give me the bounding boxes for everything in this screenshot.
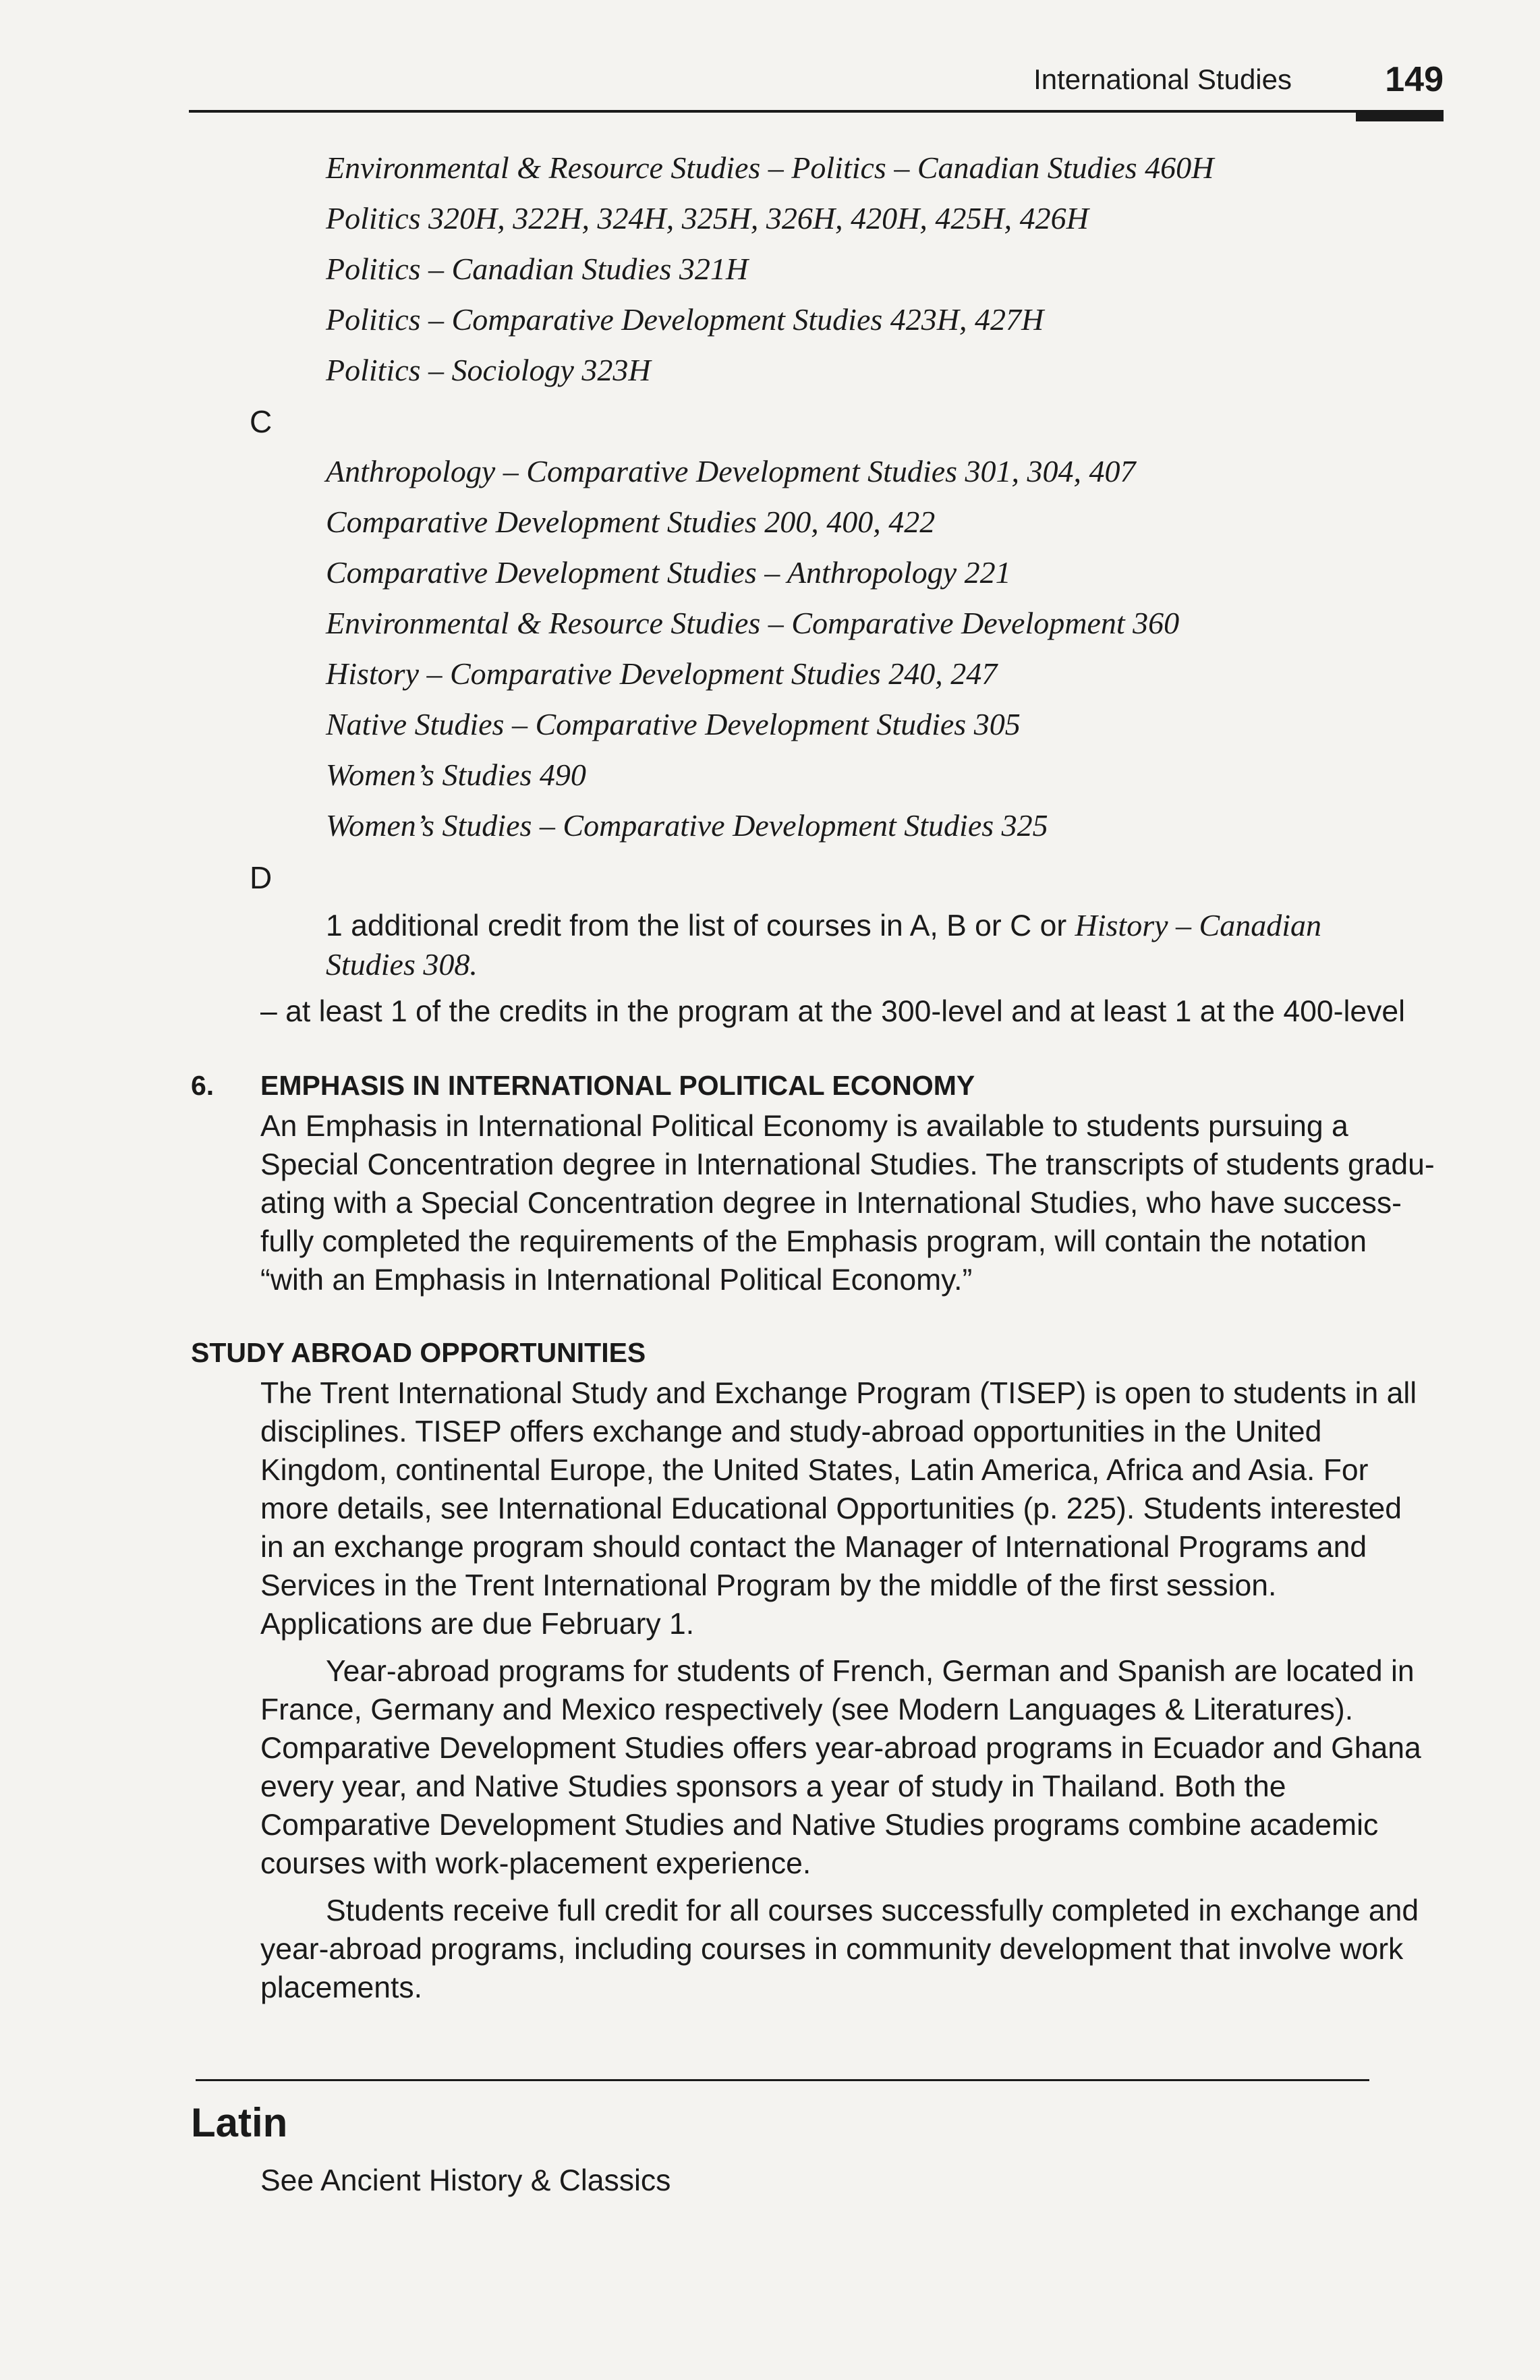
group-letter-c: C xyxy=(250,404,273,439)
section-heading: STUDY ABROAD OPPORTUNITIES xyxy=(191,1337,646,1368)
paragraph-line: Services in the Trent International Program by the middle of the first session. xyxy=(260,1569,1277,1602)
list-item: Anthropology – Comparative Development Studies 301, 304, 407 xyxy=(326,454,1136,488)
d-text-italic: History – Canadian xyxy=(1075,908,1321,942)
header-rule xyxy=(189,110,1444,113)
paragraph-line: Comparative Development Studies and Native Studies programs combine academic xyxy=(260,1809,1379,1842)
list-item: Women’s Studies 490 xyxy=(326,758,586,792)
list-item: Politics 320H, 322H, 324H, 325H, 326H, 420H, 425H, 426H xyxy=(326,201,1089,235)
paragraph-line: more details, see International Educational Opportunities (p. 225). Students interested xyxy=(260,1492,1402,1525)
paragraph-line: Year-abroad programs for students of French, German and Spanish are located in xyxy=(326,1655,1415,1688)
page-number: 149 xyxy=(1385,60,1444,99)
group-letter-d: D xyxy=(250,860,273,895)
section-divider xyxy=(196,2079,1369,2081)
header-section-title: International Studies xyxy=(1033,63,1292,95)
list-item: Politics – Sociology 323H xyxy=(326,353,651,387)
list-item: Environmental & Resource Studies – Politics – Canadian Studies 460H xyxy=(326,150,1214,185)
list-item: History – Comparative Development Studies 240, 247 xyxy=(326,656,998,691)
header-tab-mark xyxy=(1356,112,1444,121)
paragraph-line: Applications are due February 1. xyxy=(260,1608,695,1641)
paragraph-line: Students receive full credit for all courses successfully completed in exchange and xyxy=(326,1894,1419,1927)
paragraph-line: placements. xyxy=(260,1971,422,2004)
paragraph-line: The Trent International Study and Exchange Program (TISEP) is open to students in all xyxy=(260,1377,1417,1410)
paragraph-line: ating with a Special Concentration degree in International Studies, who have success- xyxy=(260,1187,1402,1220)
level-note: – at least 1 of the credits in the program at the 300-level and at least 1 at the 400-level xyxy=(260,995,1405,1028)
paragraph-line: courses with work-placement experience. xyxy=(260,1847,811,1880)
d-requirement xyxy=(326,907,1321,943)
paragraph-line: every year, and Native Studies sponsors a year of study in Thailand. Both the xyxy=(260,1770,1286,1803)
paragraph-line: disciplines. TISEP offers exchange and study-abroad opportunities in the United xyxy=(260,1415,1322,1448)
paragraph-line: “with an Emphasis in International Political Economy.” xyxy=(260,1264,973,1297)
paragraph-line: An Emphasis in International Political Economy is available to students pursuing a xyxy=(260,1110,1348,1143)
list-item: Politics – Comparative Development Studies 423H, 427H xyxy=(326,302,1044,337)
section-heading: EMPHASIS IN INTERNATIONAL POLITICAL ECONOMY xyxy=(260,1070,975,1101)
running-header xyxy=(189,59,1444,107)
list-item: Comparative Development Studies 200, 400, 422 xyxy=(326,505,936,539)
d-requirement-cont: Studies 308. xyxy=(326,947,478,982)
paragraph-line: Comparative Development Studies offers year-abroad programs in Ecuador and Ghana xyxy=(260,1732,1421,1765)
list-item: Women’s Studies – Comparative Development Studies 325 xyxy=(326,808,1048,843)
paragraph-line: Kingdom, continental Europe, the United States, Latin America, Africa and Asia. For xyxy=(260,1454,1369,1487)
paragraph-line: year-abroad programs, including courses in community development that involve work xyxy=(260,1933,1404,1966)
list-item: Environmental & Resource Studies – Comparative Development 360 xyxy=(326,606,1180,640)
paragraph-line: Special Concentration degree in International Studies. The transcripts of students gradu- xyxy=(260,1148,1435,1181)
d-text-plain: 1 additional credit from the list of courses in A, B or C or xyxy=(326,909,1075,942)
paragraph-line: fully completed the requirements of the Emphasis program, will contain the notation xyxy=(260,1225,1367,1258)
list-item: Politics – Canadian Studies 321H xyxy=(326,252,749,286)
entry-title-latin: Latin xyxy=(191,2100,288,2145)
paragraph-line: in an exchange program should contact the Manager of International Programs and xyxy=(260,1531,1367,1564)
list-item: Comparative Development Studies – Anthropology 221 xyxy=(326,555,1011,590)
section-number: 6. xyxy=(191,1070,215,1101)
list-item: Native Studies – Comparative Development Studies 305 xyxy=(326,707,1021,741)
paragraph-line: France, Germany and Mexico respectively (see Modern Languages & Literatures). xyxy=(260,1693,1354,1726)
see-reference: See Ancient History & Classics xyxy=(260,2164,671,2197)
